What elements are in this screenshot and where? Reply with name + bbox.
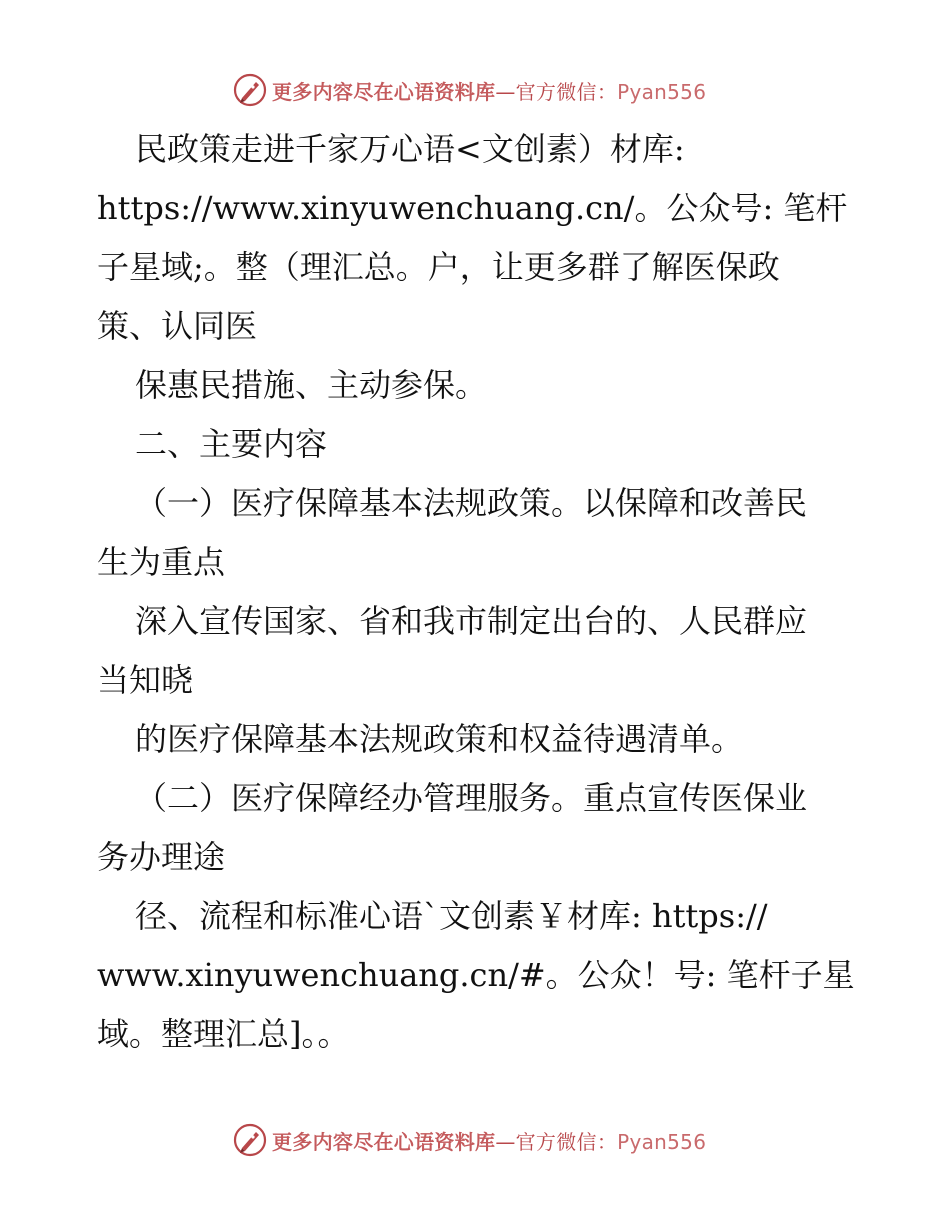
text-line: 域。整理汇总]。。: [97, 1015, 350, 1053]
watermark-wechat-id: Pyan556: [617, 79, 707, 104]
section-heading: 二、主要内容: [135, 425, 328, 463]
watermark-separator: —: [495, 79, 516, 104]
document-body: [97, 120, 857, 1064]
text-line: https://www.xinyuwenchuang.cn/。公众号: 笔杆: [97, 189, 848, 227]
watermark-wechat-id: Pyan556: [617, 1129, 707, 1154]
text-line: 策、认同医: [97, 307, 258, 345]
watermark-separator: —: [495, 1129, 516, 1154]
text-line: 子星域;。整（理汇总。户，让更多群了解医保政: [97, 248, 780, 286]
watermark-brand: 更多内容尽在心语资料库: [272, 79, 496, 104]
text-line: 生为重点: [97, 543, 226, 581]
watermark-wechat-label: 官方微信：: [515, 79, 618, 104]
watermark-text: [272, 76, 706, 105]
watermark-text: [272, 1126, 706, 1155]
header-watermark: [232, 70, 706, 110]
text-line: 径、流程和标准心语`文创素￥材库: https://: [135, 897, 768, 935]
subsection-heading: （二）医疗保障经办管理服务。重点宣传医保业: [135, 779, 808, 817]
text-line: 务办理途: [97, 838, 226, 876]
footer-watermark: [232, 1120, 706, 1160]
text-line: 当知晓: [97, 661, 194, 699]
watermark-brand: 更多内容尽在心语资料库: [272, 1129, 496, 1154]
text-line: 的医疗保障基本法规政策和权益待遇清单。: [135, 720, 744, 758]
text-line: 深入宣传国家、省和我市制定出台的、人民群应: [135, 602, 808, 640]
text-line: 民政策走进千家万心语<文创素）材库:: [135, 130, 685, 168]
text-line: www.xinyuwenchuang.cn/#。公众！号: 笔杆子星: [97, 956, 855, 994]
pen-logo-icon: [232, 1122, 268, 1158]
pen-logo-icon: [232, 72, 268, 108]
watermark-wechat-label: 官方微信：: [515, 1129, 618, 1154]
text-line: 保惠民措施、主动参保。: [135, 366, 488, 404]
subsection-heading: （一）医疗保障基本法规政策。以保障和改善民: [135, 484, 808, 522]
